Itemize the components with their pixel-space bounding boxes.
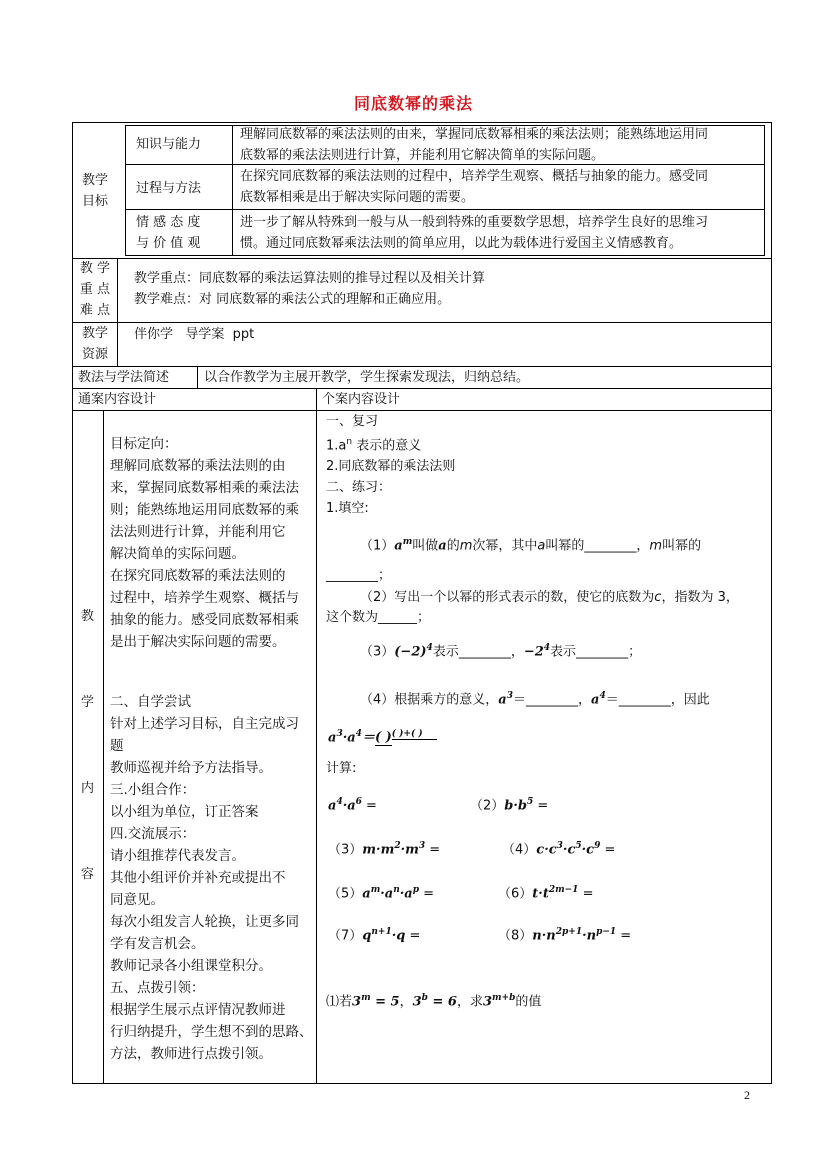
objective-text-process: 在探究同底数幂的乘法法则的过程中，培养学生观察、概括与抽象的能力。感受同 底数幂相乘是出于解决实际问题的需要。: [240, 169, 709, 205]
header-general: 通案内容设计: [78, 392, 157, 407]
objective-text-knowledge: 理解同底数幂的乘法法则的由来，掌握同底数幂相乘的乘法法则；能熟练地运用同 底数幂的乘法法则进行计算，并能利用它解决简单的实际问题。: [240, 127, 709, 163]
review-section: 一、复习 $1.a^n$ 表示的意义 2.同底数幂的乘法法则 二、练习： 1.填空:: [326, 414, 456, 517]
objectives-label: 教学 目标: [81, 173, 108, 209]
calc-item-6: $(6)t\cdot t^{2m-1}$ =: [498, 885, 594, 902]
page-title: 同底数幂的乘法: [353, 94, 473, 113]
calc-item-7: $(7)q^{n+1}\cdot q$ =: [328, 927, 421, 944]
calc-item-5: $(5)a^m\cdot a^n\cdot a^p$ =: [328, 885, 435, 902]
question-2-cont: 这个数为______；: [326, 610, 431, 625]
question-2: （2）写出一个以幂的形式表示的数，使它的底数为c，指数为 3，: [360, 590, 739, 605]
calc-item-3: $(3)m\cdot m^2\cdot m^3$ =: [328, 841, 441, 858]
resources-label: 教学 资源: [81, 326, 108, 362]
question-3: $(3)(-2)^4$表示________，$-2^4$表示________；: [360, 643, 642, 660]
content-label-2: 学: [80, 695, 94, 710]
method-label: 教法与学法简述: [78, 370, 170, 385]
method-text: 以合作教学为主展开教学，学生探索发现法，归纳总结。: [204, 370, 530, 385]
header-individual: 个案内容设计: [322, 392, 401, 407]
objective-text-emotion: 进一步了解从特殊到一般与从一般到特殊的重要数学思想，培养学生良好的思维习 惯。通过同底数幂乘法法则的简单应用，以此为载体进行爱国主义情感教育。: [240, 215, 709, 251]
page-number: 2: [744, 1088, 750, 1102]
question-1: $(1)a^m$叫做a的m次幂，其中a叫幂的________，m叫幂的: [360, 537, 702, 554]
keypoints-text: 教学重点：同底数幂的乘法运算法则的推导过程以及相关计算 教学难点：对 同底数幂的乘法公式的理解和正确应用。: [134, 271, 486, 307]
question-4: （4）根据乘方的意义，$a^3=\_\_\_\_\_\_\_\_$，$a^4=\_\_\_\_\_\_\_\_$，因此: [360, 691, 710, 708]
objective-name-process: 过程与方法: [136, 181, 202, 196]
resources-text: 伴你学 导学案 ppt: [134, 327, 255, 342]
calc-item-8: $(8)n\cdot n^{2p+1}\cdot n^{p-1}$ =: [498, 927, 632, 944]
calc-label: 计算:: [326, 761, 357, 776]
content-label-3: 内: [80, 781, 94, 796]
objective-name-emotion: 情 感 态 度 与 价 值 观: [136, 215, 201, 251]
question-1-cont: ________；: [326, 568, 392, 583]
final-question: ⑴若$3^m = 5$，$3^b = 6$，求$3^{m+b}$的值: [326, 993, 542, 1010]
content-label-4: 容: [80, 867, 94, 882]
calc-item-1: $a^4\cdot a^6$ =: [328, 797, 377, 814]
left-activity-section: 二、自学尝试 针对上述学习目标，自主完成习 题 教师巡视并给予方法指导。 三.小组合作： 以小组为单位，订正答案 四.交流展示： 请小组推荐代表发言。 其他小组评价并补充或提出不 同意见。 每次小组发言人轮换，让更多同 学有发言机会。 教师记录各小组课堂积分。 五、点拨引领： 根据学生展示点评情况教师进 行归纳提升，学生想不到的思路、 方法，教师进行点拨引领。: [110, 694, 313, 1062]
content-label-1: 教: [80, 609, 94, 624]
keypoints-label: 教 学 重 点 难 点: [79, 261, 111, 318]
calc-item-4: $(4)c\cdot c^3\cdot c^5\cdot c^9$ =: [502, 841, 616, 858]
calc-item-2: $(2)b\cdot b^5$ =: [470, 797, 549, 814]
left-goal-section: 目标定向： 理解同底数幂的乘法法则的由 来，掌握同底数幂相乘的乘法法 则；能熟练地运用同底数幂的乘 法法则进行计算，并能利用它 解决简单的实际问题。 在探究同底数幂的乘法法则的 过程中，培养学生观察、概括与 抽象的能力。感受同底数幂相乘 是出于解决实际问题的需要。: [110, 436, 299, 650]
question-4-formula: $a^3\cdot a^4=$( )( )+( ): [328, 724, 437, 748]
objective-name-knowledge: 知识与能力: [136, 137, 202, 152]
